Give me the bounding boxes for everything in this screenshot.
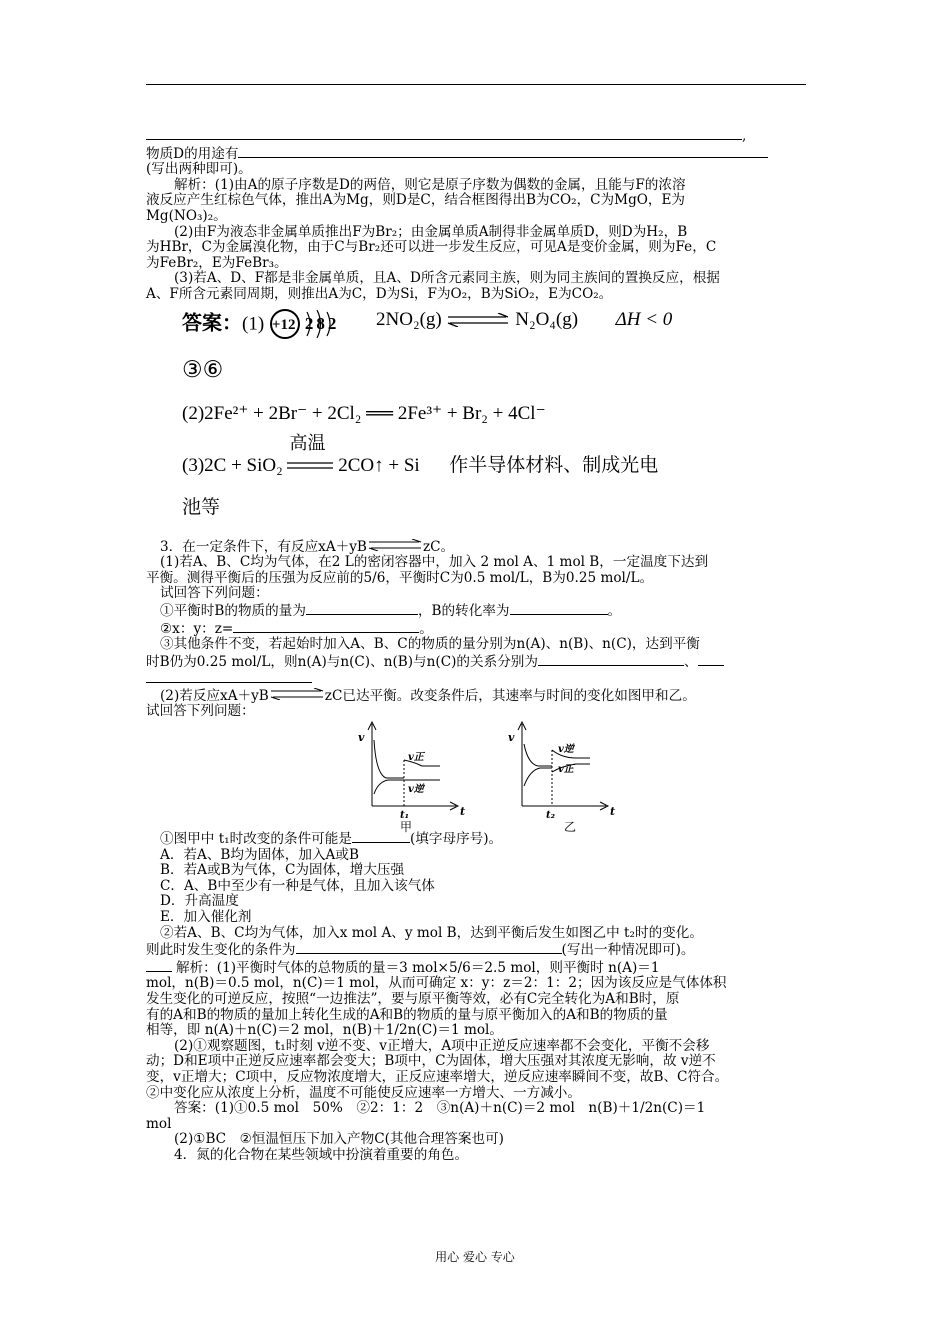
text-line: 解析：(1)由A的原子序数是D的两倍，则它是原子序数为偶数的金属，且能与F的浓溶 bbox=[174, 176, 686, 193]
text-line: 为FeBr₂，E为FeBr₃。 bbox=[146, 254, 288, 271]
text-line: 相等，即 n(A)＋n(C)＝2 mol，n(B)＋1/2n(C)＝1 mol。 bbox=[146, 1022, 503, 1039]
text-line: 时B仍为0.25 mol/L，则n(A)与n(C)、n(B)与n(C)的关系分别为 、 bbox=[146, 653, 808, 671]
use-text-b: 池等 bbox=[182, 495, 221, 518]
option-b: B．若A或B为气体，C为固体，增大压强 bbox=[160, 862, 405, 879]
text-line: ①图甲中 t₁时改变的条件可能是 (填字母序号)。 bbox=[160, 831, 503, 848]
graph-2-name: 乙 bbox=[564, 820, 577, 835]
text-line: (2)若反应xA＋yB zC已达平衡。改变条件后，其速率与时间的变化如图甲和乙。 bbox=[160, 687, 696, 704]
enthalpy-change: ΔH < 0 bbox=[615, 308, 673, 330]
answer-row-1 bbox=[182, 309, 340, 341]
text-line: 变，v正增大；C项中，反应物浓度增大，正反应速率增大，逆反应速率瞬间不变，故B、C符合。 bbox=[146, 1068, 729, 1085]
option-e: E．加入催化剂 bbox=[160, 909, 252, 926]
answer-line: (2)①BC ②恒温恒压下加入产物C(其他合理答案也可) bbox=[174, 1131, 504, 1148]
equilibrium-arrow-icon bbox=[446, 313, 510, 327]
text-line: 有的A和B的物质的量加上转化生成的A和B的物质的量与原平衡加入的A和B的物质的量 bbox=[146, 1006, 668, 1023]
text-line bbox=[146, 670, 808, 688]
graph-1-v-axis: v bbox=[358, 731, 365, 745]
eq3-left: (3)2C + SiO₂ bbox=[182, 454, 283, 476]
reaction-condition bbox=[287, 433, 333, 477]
text-line: 物质D的用途有 bbox=[146, 145, 808, 163]
equation-2: (2)2Fe²⁺ + 2Br⁻ + 2Cl₂ ══ 2Fe³⁺ + Br₂ + 4Cl⁻ bbox=[182, 402, 546, 424]
text-line: (3)若A、D、F都是非金属单质，且A、D所含元素同主族，则为同主族间的置换反应，根据 bbox=[174, 270, 720, 287]
graph-1-v-zheng: v正 bbox=[408, 752, 424, 764]
atom-nucleus: +12 bbox=[271, 316, 296, 333]
text-line: (1)若A、B、C均为气体，在2 L的密闭容器中，加入 2 mol A、1 mol B，一定温度下达到 bbox=[160, 554, 709, 571]
text-line: 液反应产生红棕色气体，推出A为Mg，则D是C，结合框图得出B为CO₂，C为MgO，E为 bbox=[146, 192, 686, 209]
document-body bbox=[146, 127, 808, 1164]
rate-graph-diagram bbox=[146, 720, 808, 832]
graph-2-v-zheng: v正 bbox=[558, 764, 574, 776]
text-line: (写出两种即可)。 bbox=[146, 161, 252, 178]
graph-2-t-label: t₂ bbox=[546, 810, 555, 822]
text-line: mol，n(B)＝0.5 mol，n(C)＝1 mol，从而可确定 x：y：z＝2：1：2；因为该反应是气体体积 bbox=[146, 975, 727, 992]
text-line: ②若A、B、C均为气体，加入x mol A、y mol B，达到平衡后发生如图乙中 t₂时的变化。 bbox=[160, 924, 703, 941]
text-line: , bbox=[146, 127, 808, 145]
answer-line: 答案：(1)①0.5 mol 50% ②2：1：2 ③n(A)＋n(C)＝2 mol n(B)＋1/2n(C)＝1 bbox=[174, 1100, 706, 1117]
text-line: 试回答下列问题： bbox=[160, 585, 269, 602]
text-line: ①平衡时B的物质的量为 ，B的转化率为 。 bbox=[160, 602, 622, 619]
condition-text: 高温 bbox=[289, 433, 326, 455]
eq1-right: N₂O₄(g) bbox=[515, 308, 579, 330]
atom-structure-icon bbox=[269, 309, 340, 341]
page-footer: 用心 爱心 专心 bbox=[435, 1250, 515, 1264]
rate-time-graphs bbox=[146, 720, 808, 835]
text-line: 解析：(1)平衡时气体的总物质的量＝3 mol×5/6＝2.5 mol，则平衡时 n(A)＝1 bbox=[146, 959, 808, 977]
graph-2-v-axis: v bbox=[508, 731, 515, 745]
text-line: ②x：y：z= 。 bbox=[160, 620, 433, 637]
equals-sign-icon bbox=[287, 461, 333, 471]
option-a: A．若A、B均为固体，加入A或B bbox=[160, 846, 359, 863]
text-line: ②中变化应从浓度上分析，温度不可能使反应速率一方增大、一方减小。 bbox=[146, 1084, 581, 1101]
question-3-title: 3．在一定条件下，有反应xA＋yB zC。 bbox=[160, 538, 455, 555]
text-line: ③其他条件不变，若起始时加入A、B、C的物质的量分别为n(A)、n(B)、n(C)，达到平衡 bbox=[160, 636, 700, 653]
eq1-left: 2NO₂(g) bbox=[376, 308, 442, 330]
text-line: A、F所含元素同周期，则推出A为C，D为Si，F为O₂，B为SiO₂，E为CO₂。 bbox=[146, 285, 613, 302]
text-line: (2)①观察题图，t₁时刻 v逆不变、v正增大，A项中正逆反应速率都不会变化，平衡不会移 bbox=[174, 1037, 710, 1054]
graph-2-v-ni: v逆 bbox=[558, 744, 574, 756]
equation-3 bbox=[182, 433, 659, 478]
answer-block bbox=[146, 303, 808, 539]
graph-2-t-axis: t bbox=[610, 805, 616, 819]
header-rule bbox=[146, 84, 806, 85]
graph-1-v-ni: v逆 bbox=[408, 784, 424, 796]
answer-line: mol bbox=[146, 1115, 172, 1132]
atom-shells: 282 bbox=[304, 313, 340, 333]
equilibrium-equation bbox=[376, 309, 672, 331]
text-line: (2)由F为液态非金属单质推出F为Br₂；由金属单质A制得非金属单质D，则D为H₂，B bbox=[174, 223, 688, 240]
graph-1-t-axis: t bbox=[460, 805, 466, 819]
text-line: 试回答下列问题： bbox=[146, 703, 255, 720]
text-line: 则此时发生变化的条件为 (写出一种情况即可)。 bbox=[146, 942, 695, 959]
question-4-title: 4．氮的化合物在某些领域中扮演着重要的角色。 bbox=[174, 1146, 469, 1163]
text-line: Mg(NO₃)₂。 bbox=[146, 207, 227, 224]
circled-numbers: ③⑥ bbox=[182, 356, 224, 382]
equilibrium-arrow-icon bbox=[269, 688, 325, 700]
eq3-right: 2CO↑ + Si bbox=[338, 454, 420, 476]
graph-1-t-label: t₁ bbox=[400, 810, 409, 822]
option-c: C．A、B中至少有一种是气体，且加入该气体 bbox=[160, 877, 435, 894]
answer-label: 答案： bbox=[182, 309, 242, 334]
text-line: 为HBr，C为金属溴化物，由于C与Br₂还可以进一步发生反应，可见A是变价金属，则为Fe，C bbox=[146, 239, 717, 256]
text-line: 动；D和E项中正逆反应速率都会变大；B项中，C为固体，增大压强对其浓度无影响，故 v逆不 bbox=[146, 1053, 716, 1070]
equilibrium-arrow-icon bbox=[367, 539, 423, 551]
answer-part-1: (1) bbox=[242, 312, 265, 334]
use-text-a: 作半导体材料、制成光电 bbox=[449, 453, 659, 476]
text-line: 发生变化的可逆反应，按照“一边推法”，要与原平衡等效，必有C完全转化为A和B时，原 bbox=[146, 991, 680, 1007]
option-d: D．升高温度 bbox=[160, 893, 239, 910]
graph-1-name: 甲 bbox=[400, 820, 413, 835]
text-line: 平衡。测得平衡后的压强为反应前的5/6，平衡时C为0.5 mol/L，B为0.25 mol/L。 bbox=[146, 569, 654, 586]
